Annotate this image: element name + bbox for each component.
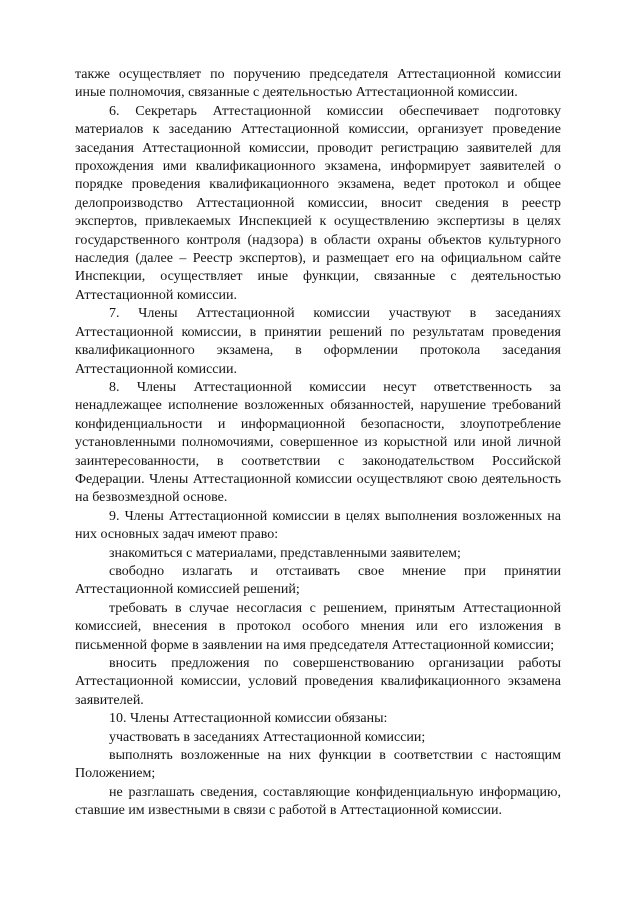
document-page (75, 66, 561, 821)
paragraph-item-6: 6. Секретарь Аттестационной комиссии обеспечивает подготовку материалов к заседанию Аттестационной комиссии, организует проведение заседания Аттестационной комиссии, проводит регистрацию заявителей для прохождения ими квалификационного экзамена, информирует заявителей о порядке проведения квалификационного экзамена, ведет протокол и общее делопроизводство Аттестационной комиссии, вносит сведения в реестр экспертов, привлекаемых Инспекцией к осуществлению экспертизы в целях государственного контроля (надзора) в области охраны объектов культурного наследия (далее – Реестр экспертов), и размещает его на официальном сайте Инспекции, осуществляет иные функции, связанные с деятельностью Аттестационной комиссии. (75, 103, 561, 303)
paragraph-continuation: также осуществляет по поручению председателя Аттестационной комиссии иные полномочия, связанные с деятельностью Аттестационной комиссии. (75, 67, 561, 101)
paragraph-right-proposals: вносить предложения по совершенствованию организации работы Аттестационной комиссии, условий проведения квалификационного экзамена заявителей. (75, 656, 561, 708)
paragraph-item-7: 7. Члены Аттестационной комиссии участвуют в заседаниях Аттестационной комиссии, в принятии решений по результатам проведения квалификационного экзамена, в оформлении протокола заседания Аттестационной комиссии. (75, 306, 561, 377)
paragraph-item-10: 10. Члены Аттестационной комиссии обязаны: (109, 711, 388, 727)
paragraph-item-8: 8. Члены Аттестационной комиссии несут ответственность за ненадлежащее исполнение возложенных обязанностей, нарушение требований конфиденциальности и информационной безопасности, злоупотребление установленными полномочиями, совершенное из корыстной или иной личной заинтересованности, в соответствии с законодательством Российской Федерации. Члены Аттестационной комиссии осуществляют свою деятельность на безвозмездной основе. (75, 379, 561, 506)
paragraph-duty-perform: выполнять возложенные на них функции в соответствии с настоящим Положением; (75, 748, 561, 782)
paragraph-item-9: 9. Члены Аттестационной комиссии в целях выполнения возложенных на них основных задач имеют право: (75, 508, 561, 543)
paragraph-right-opinion: свободно излагать и отстаивать свое мнение при принятии Аттестационной комиссией решений; (75, 563, 561, 598)
paragraph-right-review: знакомиться с материалами, представленными заявителем; (109, 545, 461, 561)
paragraph-right-dissent: требовать в случае несогласия с решением, принятым Аттестационной комиссией, внесения в протокол особого мнения или его изложения в письменной форме в заявлении на имя председателя Аттестационной комиссии; (75, 600, 561, 653)
paragraph-duty-confidentiality: не разглашать сведения, составляющие конфиденциальную информацию, ставшие им известными в связи с работой в Аттестационной комиссии. (75, 784, 561, 819)
paragraph-duty-participate: участвовать в заседаниях Аттестационной комиссии; (109, 729, 426, 745)
